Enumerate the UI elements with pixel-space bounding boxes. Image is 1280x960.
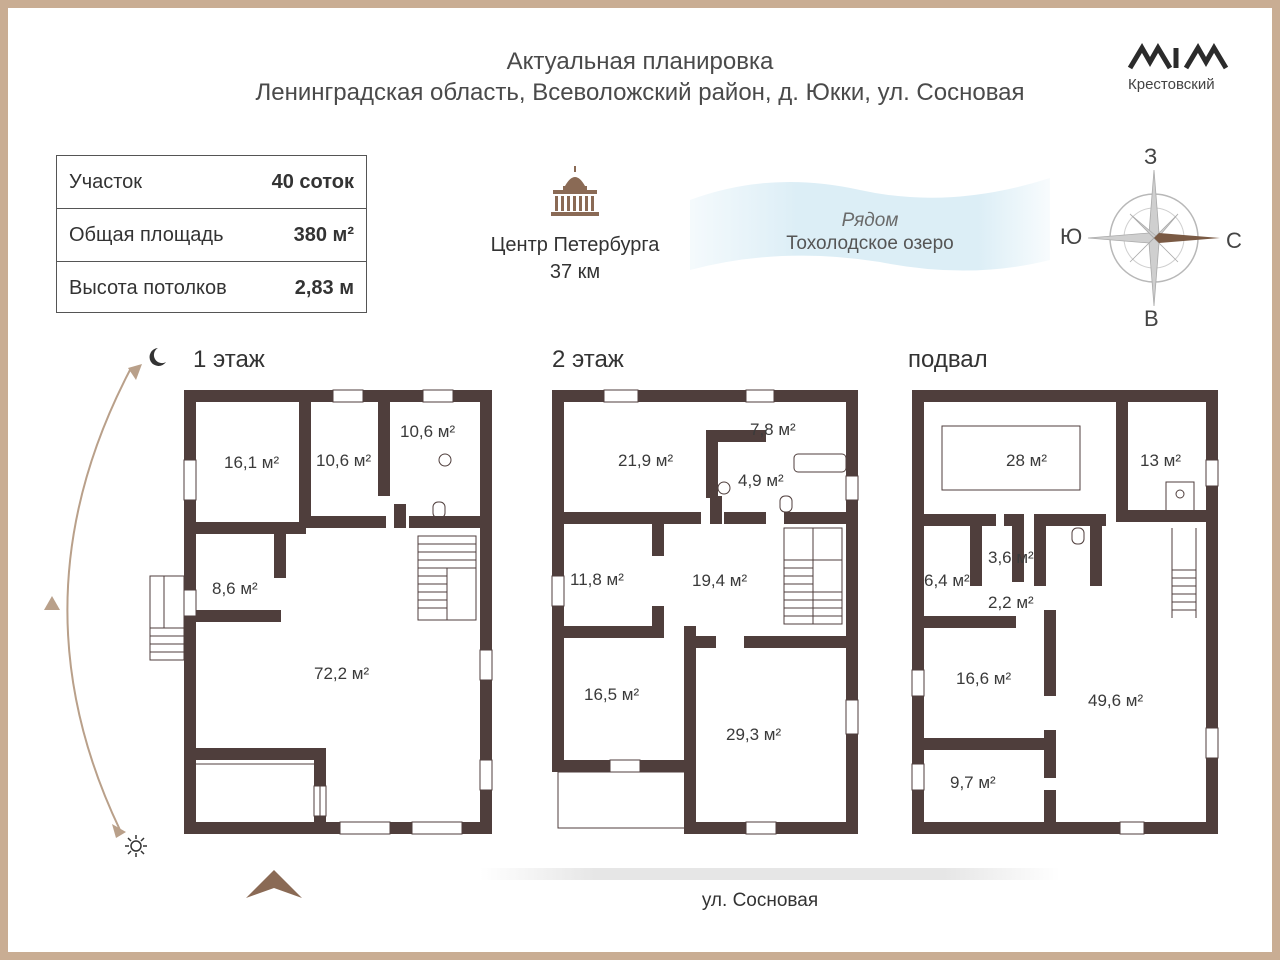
sink-icon [718,482,730,494]
floor-1-plan [140,380,500,840]
room-area: 16,6 м² [956,669,1012,688]
room-area: 7,8 м² [750,420,796,439]
compass-south-label: В [1144,306,1159,331]
room-area: 4,9 м² [738,471,784,490]
building-icon [549,166,601,218]
moon-icon [150,348,166,366]
sink-icon [1176,490,1184,498]
toilet-icon [1072,528,1084,544]
room-area: 28 м² [1006,451,1047,470]
brand-name: Крестовский [1128,76,1215,93]
stat-label: Участок [69,171,143,193]
basement-label: подвал [908,346,988,373]
room-area: 16,5 м² [584,685,640,704]
lake-nearby: Рядом [841,210,899,231]
toilet-icon [433,502,445,518]
compass-west-label: Ю [1060,224,1083,249]
stat-label: Высота потолков [69,277,227,299]
stairs [418,536,476,620]
center-label: Центр Петербурга [490,234,660,256]
room-area: 9,7 м² [950,773,996,792]
room-area: 11,8 м² [570,570,624,589]
room-area: 21,9 м² [618,451,674,470]
room-area: 2,2 м² [988,593,1034,612]
basement-plan [900,380,1230,840]
room-area: 10,6 м² [400,422,456,441]
ilk-logo-icon [1124,38,1238,74]
floor-1-label: 1 этаж [193,346,265,373]
room-area: 72,2 м² [314,664,370,683]
room-area: 6,4 м² [924,571,970,590]
room-area: 16,1 м² [224,453,280,472]
stat-row-ceiling [57,262,366,315]
address: Ленинградская область, Всеволожский район, д. Юкки, ул. Сосновая [255,79,1025,106]
floor-2-label: 2 этаж [552,346,624,373]
arrow-up-icon [44,596,60,610]
arrow-up-icon [244,868,304,902]
lake-name: Тохолодское озеро [786,233,954,254]
compass-rose [1060,140,1260,330]
stat-value: 2,83 м [294,277,354,299]
stat-row-plot [57,156,366,209]
room-area: 49,6 м² [1088,691,1144,710]
room-area: 13 м² [1140,451,1181,470]
stairs [1166,482,1196,618]
compass-north-label: З [1144,144,1158,169]
street-name: ул. Сосновая [701,890,819,911]
toilet-icon [780,496,792,512]
room-area: 3,6 м² [988,548,1034,567]
room-area: 8,6 м² [212,579,258,598]
stat-value: 40 соток [271,171,354,193]
stat-value: 380 м² [293,224,354,246]
sink-icon [439,454,451,466]
center-distance: 37 км [549,261,601,283]
stat-row-area [57,209,366,262]
room-area: 29,3 м² [726,725,782,744]
arrow-up-icon [128,364,142,380]
page-title: Актуальная планировка [506,48,774,75]
compass-east-label: С [1226,228,1242,253]
stat-label: Общая площадь [69,224,224,246]
room-area: 10,6 м² [316,451,372,470]
stats-table [56,155,367,313]
room-area: 19,4 м² [692,571,748,590]
floor-2-plan [540,380,870,840]
